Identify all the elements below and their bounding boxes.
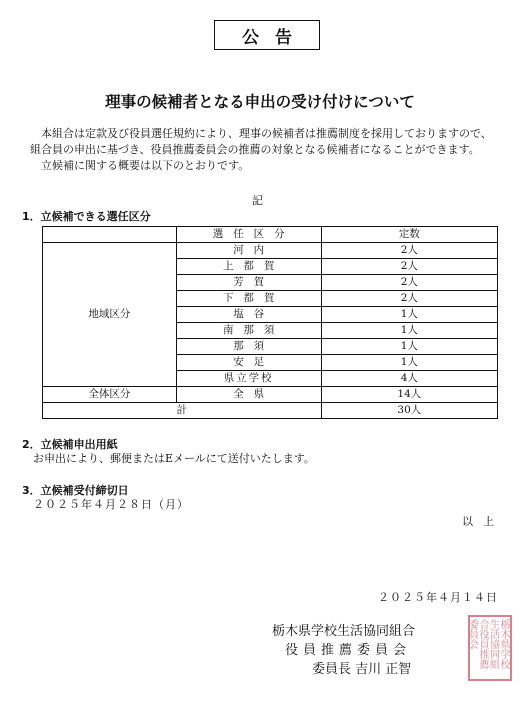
region-count: 2人: [321, 275, 497, 291]
org-committee: 役員推薦委員会: [285, 643, 412, 658]
total-label: 計: [43, 403, 322, 419]
section-1-heading: 1．立候補できる選任区分: [22, 210, 151, 223]
whole-category-label: 全体区分: [43, 387, 177, 403]
region-name: 河内: [176, 243, 321, 259]
intro-line-1: 本組合は定款及び役員選任規約により、理事の候補者は推薦制度を採用しておりますので、: [41, 127, 492, 140]
region-name: 安足: [176, 355, 321, 371]
notice-header-box: [214, 20, 320, 50]
eligible-category-table: [42, 226, 498, 419]
table-header-row: [43, 227, 498, 243]
total-count: 30人: [321, 403, 497, 419]
region-name: 芳賀: [176, 275, 321, 291]
section-2-text: お申出により、郵便またはEメールにて送付いたします。: [33, 452, 315, 465]
region-name: 上都賀: [176, 259, 321, 275]
region-name: 県立学校: [176, 371, 321, 387]
deadline-date: ２０２５年４月２８日（月）: [33, 498, 189, 511]
table-row: [43, 243, 498, 259]
whole-category-name: 全県: [176, 387, 321, 403]
table-header-blank: [43, 227, 177, 243]
ki-mark: 記: [252, 194, 263, 207]
official-seal-stamp: 栃木県学校生活協同組合役員推薦委員会: [468, 615, 512, 681]
issue-date: ２０２５年４月１４日: [378, 591, 498, 604]
whole-category-count: 14人: [321, 387, 497, 403]
section-2-heading: 2．立候補申出用紙: [22, 438, 118, 451]
region-name: 南那須: [176, 323, 321, 339]
org-chair: 委員長 吉川 正智: [312, 662, 412, 677]
region-count: 4人: [321, 371, 497, 387]
ijou-closing: 以上: [462, 515, 504, 528]
section-3-heading: 3．立候補受付締切日: [22, 484, 129, 497]
region-count: 2人: [321, 291, 497, 307]
region-count: 2人: [321, 243, 497, 259]
intro-paragraph: [30, 126, 510, 174]
region-name: 塩谷: [176, 307, 321, 323]
table-header-category: 選任区分: [176, 227, 321, 243]
region-count: 1人: [321, 355, 497, 371]
region-category-label: 地域区分: [43, 243, 177, 387]
region-count: 1人: [321, 323, 497, 339]
region-name: 那須: [176, 339, 321, 355]
page-title: 理事の候補者となる申出の受け付けについて: [105, 93, 415, 111]
table-header-count: 定数: [321, 227, 497, 243]
notice-header-label: 公告: [242, 27, 308, 48]
region-count: 2人: [321, 259, 497, 275]
table-row: [43, 387, 498, 403]
region-count: 1人: [321, 307, 497, 323]
intro-line-2: 組合員の申出に基づき、役員推薦委員会の推薦の対象となる候補者になることができます。: [30, 143, 480, 156]
intro-line-3: 立候補に関する概要は以下のとおりです。: [41, 159, 250, 172]
region-count: 1人: [321, 339, 497, 355]
org-name: 栃木県学校生活協同組合: [272, 624, 416, 639]
region-name: 下都賀: [176, 291, 321, 307]
table-total-row: [43, 403, 498, 419]
